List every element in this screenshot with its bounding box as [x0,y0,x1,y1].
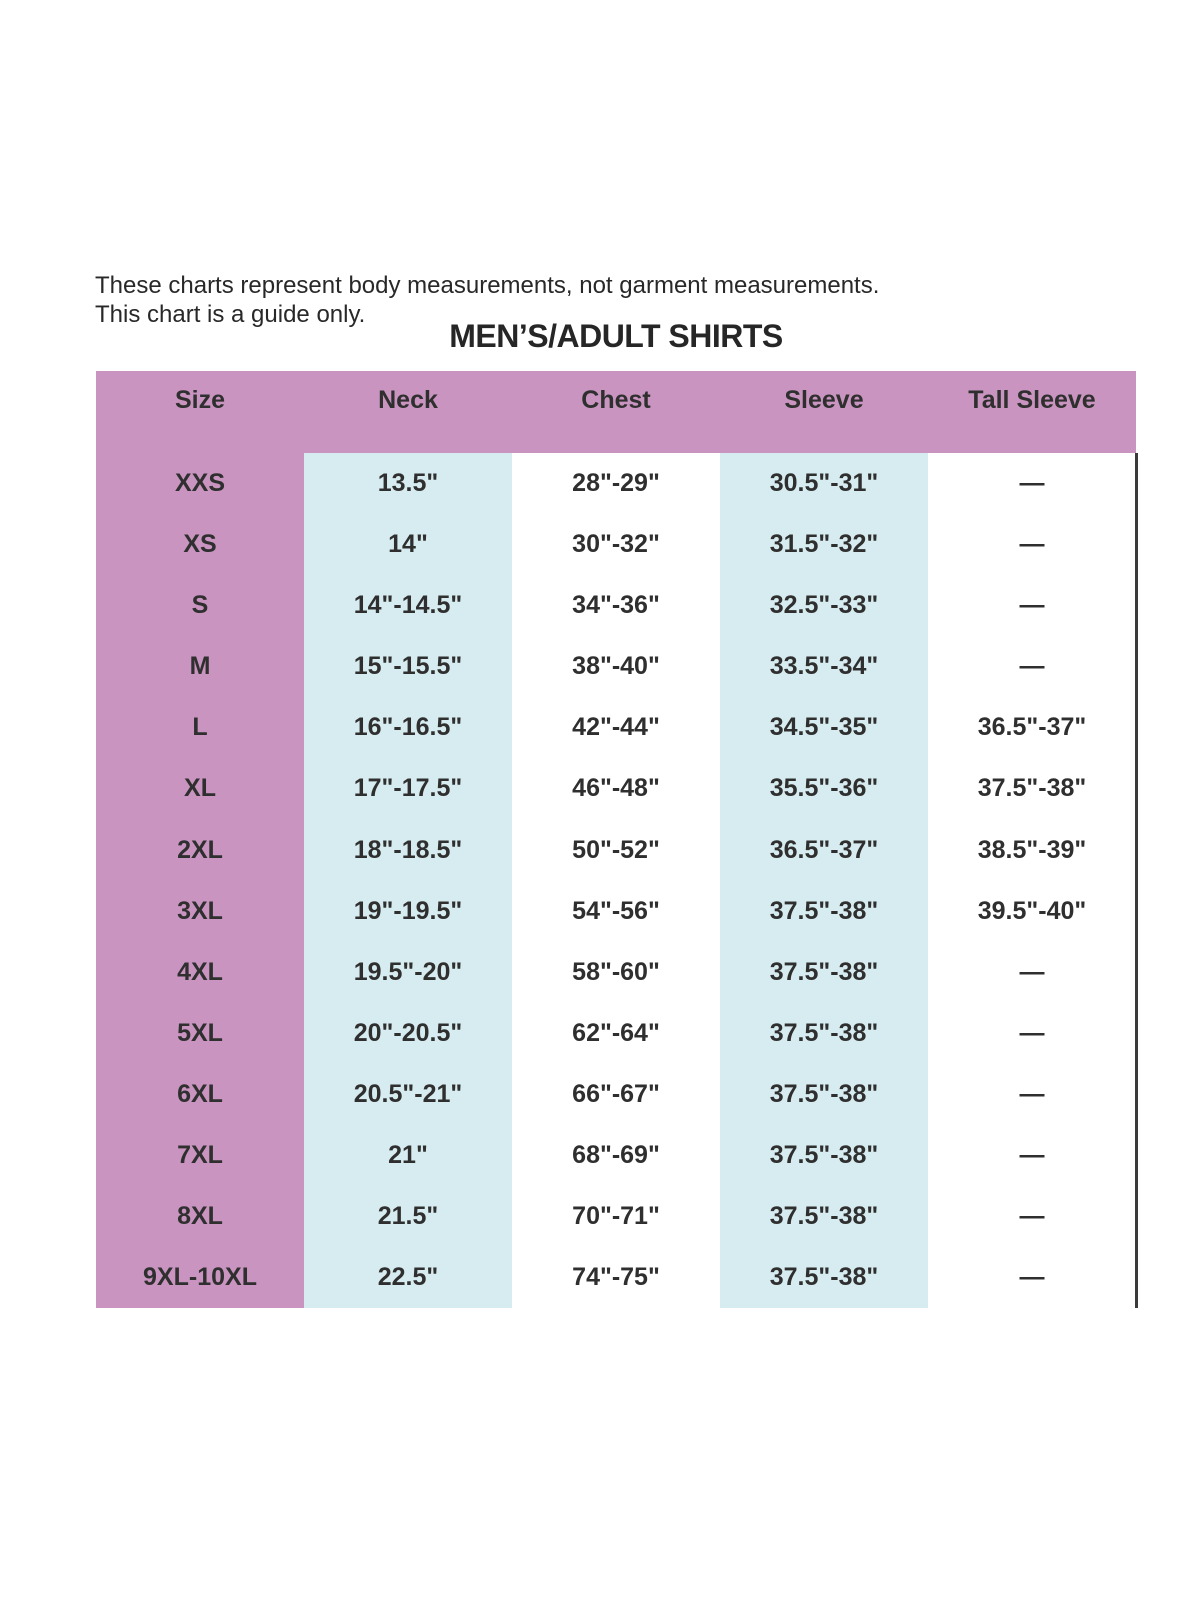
measurement-cell: 38.5"-39" [928,819,1136,880]
disclaimer-line-1: These charts represent body measurements, not garment measurements. [95,272,880,299]
measurement-cell: 36.5"-37" [928,697,1136,758]
measurement-cell: 19"-19.5" [304,881,512,942]
measurement-cell: 37.5"-38" [720,1003,928,1064]
measurement-cell: 37.5"-38" [720,1125,928,1186]
measurement-cell: 37.5"-38" [720,1247,928,1308]
measurement-cell: — [928,1186,1136,1247]
measurement-cell: 39.5"-40" [928,881,1136,942]
measurement-cell: 35.5"-36" [720,758,928,819]
table-right-divider [1135,453,1138,1308]
measurement-cell: 21" [304,1125,512,1186]
size-label-cell: 5XL [96,1003,304,1064]
column-header-tall-sleeve: Tall Sleeve [968,386,1096,414]
measurement-cell: — [928,575,1136,636]
mens-adult-shirts-table [96,371,1136,1308]
disclaimer-line-2: This chart is a guide only. [95,301,366,328]
size-label-cell: XS [96,514,304,575]
measurement-cell: — [928,1064,1136,1125]
table-row [96,1003,1136,1064]
table-row [96,636,1136,697]
table-row [96,453,1136,514]
table-row [96,1247,1136,1308]
measurement-cell: 20.5"-21" [304,1064,512,1125]
table-row [96,1186,1136,1247]
measurement-cell: — [928,636,1136,697]
measurement-cell: 16"-16.5" [304,697,512,758]
table-row [96,758,1136,819]
size-label-cell: S [96,575,304,636]
table-row [96,942,1136,1003]
measurement-cell: 30"-32" [512,514,720,575]
measurement-cell: 22.5" [304,1247,512,1308]
table-row [96,1125,1136,1186]
size-label-cell: 3XL [96,881,304,942]
measurement-cell: 37.5"-38" [720,1186,928,1247]
measurement-cell: 31.5"-32" [720,514,928,575]
measurement-cell: 20"-20.5" [304,1003,512,1064]
measurement-cell: 33.5"-34" [720,636,928,697]
column-header-chest: Chest [581,386,651,414]
measurement-cell: 37.5"-38" [720,942,928,1003]
size-label-cell: 2XL [96,819,304,880]
measurement-cell: 37.5"-38" [720,1064,928,1125]
measurement-cell: 38"-40" [512,636,720,697]
measurement-cell: 74"-75" [512,1247,720,1308]
measurement-cell: 34"-36" [512,575,720,636]
measurement-cell: 14"-14.5" [304,575,512,636]
table-row [96,514,1136,575]
table-row [96,881,1136,942]
measurement-cell: 15"-15.5" [304,636,512,697]
size-label-cell: M [96,636,304,697]
measurement-cell: — [928,453,1136,514]
table-body [96,453,1136,1308]
size-label-cell: 8XL [96,1186,304,1247]
measurement-cell: 54"-56" [512,881,720,942]
measurement-cell: 34.5"-35" [720,697,928,758]
table-header-row [96,371,1136,453]
column-header-size: Size [174,386,226,414]
measurement-cell: 14" [304,514,512,575]
table-row [96,575,1136,636]
size-label-cell: L [96,697,304,758]
measurement-cell: — [928,1247,1136,1308]
measurement-cell: 17"-17.5" [304,758,512,819]
measurement-cell: 66"-67" [512,1064,720,1125]
measurement-cell: 68"-69" [512,1125,720,1186]
measurement-cell: — [928,942,1136,1003]
measurement-cell: 46"-48" [512,758,720,819]
column-header-neck: Neck [378,386,438,414]
table-row [96,697,1136,758]
measurement-cell: 18"-18.5" [304,819,512,880]
measurement-cell: 30.5"-31" [720,453,928,514]
measurement-cell: — [928,1125,1136,1186]
measurement-cell: 13.5" [304,453,512,514]
chart-title: MEN’S/ADULT SHIRTS [449,318,783,354]
measurement-cell: 62"-64" [512,1003,720,1064]
measurement-cell: — [928,1003,1136,1064]
measurement-cell: 58"-60" [512,942,720,1003]
measurement-cell: 36.5"-37" [720,819,928,880]
measurement-cell: 21.5" [304,1186,512,1247]
size-label-cell: XL [96,758,304,819]
table-row [96,819,1136,880]
size-label-cell: 9XL-10XL [96,1247,304,1308]
measurement-cell: 70"-71" [512,1186,720,1247]
measurement-cell: — [928,514,1136,575]
measurement-cell: 37.5"-38" [928,758,1136,819]
size-label-cell: 7XL [96,1125,304,1186]
measurement-cell: 28"-29" [512,453,720,514]
measurement-cell: 42"-44" [512,697,720,758]
measurement-cell: 37.5"-38" [720,881,928,942]
measurement-cell: 50"-52" [512,819,720,880]
measurement-cell: 19.5"-20" [304,942,512,1003]
table-row [96,1064,1136,1125]
size-label-cell: XXS [96,453,304,514]
column-header-sleeve: Sleeve [784,386,864,414]
size-label-cell: 6XL [96,1064,304,1125]
size-label-cell: 4XL [96,942,304,1003]
measurement-cell: 32.5"-33" [720,575,928,636]
